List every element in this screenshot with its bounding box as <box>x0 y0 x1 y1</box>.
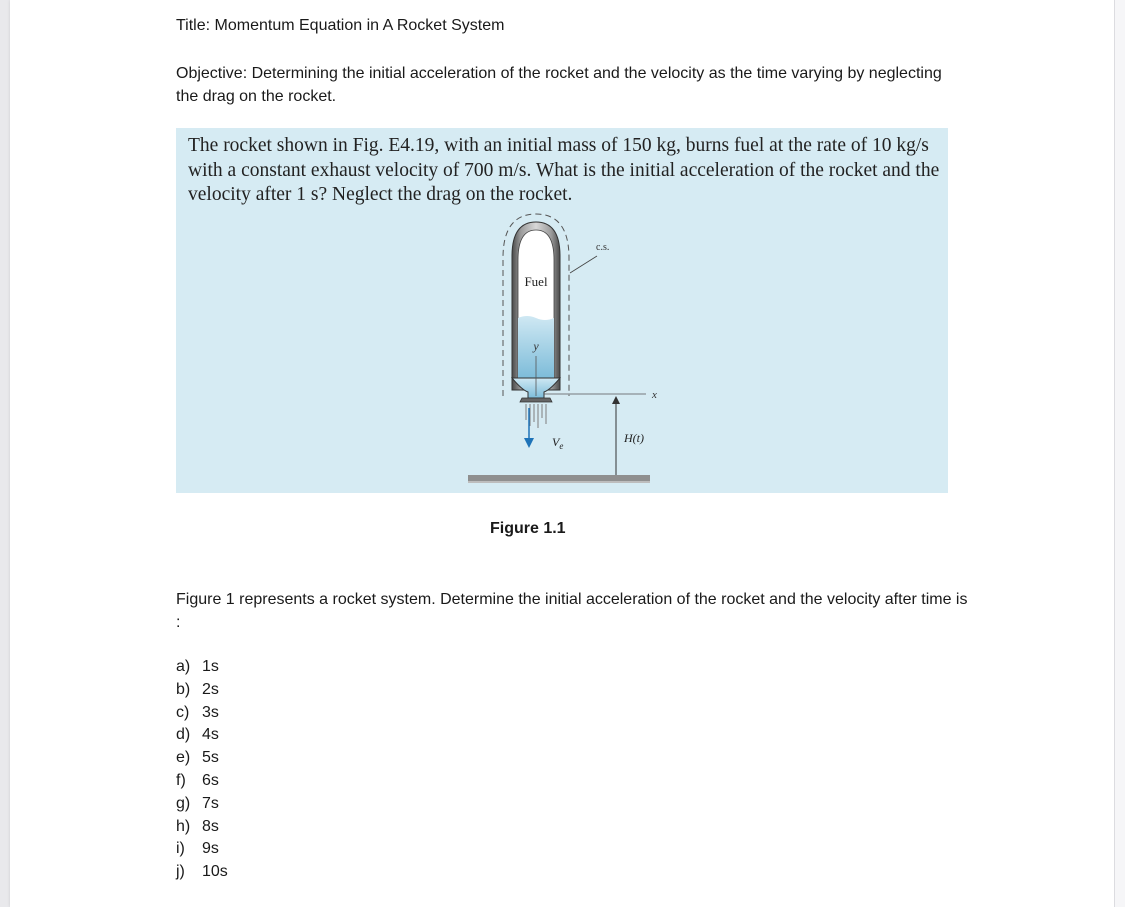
y-axis-label: y <box>533 339 539 353</box>
option-letter: i) <box>176 840 185 858</box>
option-letter: b) <box>176 680 191 698</box>
option-value: 1s <box>202 658 219 675</box>
option-value: 3s <box>202 703 219 721</box>
fuel-label: Fuel <box>524 274 548 289</box>
option-value: 2s <box>202 680 219 698</box>
option-item <box>176 656 228 679</box>
exhaust-arrow-head <box>524 438 534 448</box>
document-page <box>10 0 1114 907</box>
option-letter: d) <box>176 726 191 744</box>
option-item <box>176 816 228 839</box>
option-letter: g) <box>176 794 191 812</box>
problem-box <box>176 128 948 493</box>
option-value: 6s <box>202 771 219 789</box>
x-axis-label: x <box>652 389 657 401</box>
option-value: 7s <box>202 794 219 812</box>
option-item <box>176 838 228 861</box>
ground-shadow <box>468 481 650 483</box>
objective-text: Objective: Determining the initial acceleration of the rocket and the velocity as the time varying by neglecting the drag on the rocket. <box>176 65 942 105</box>
option-letter: f) <box>176 771 186 789</box>
option-item <box>176 793 228 816</box>
figure-caption: Figure 1.1 <box>490 520 566 537</box>
option-value: 9s <box>202 840 219 858</box>
option-letter: c) <box>176 703 190 721</box>
option-item <box>176 724 228 747</box>
question-text: Figure 1 represents a rocket system. Determine the initial acceleration of the rocket and the velocity after time is : <box>176 591 968 631</box>
document-title: Title: Momentum Equation in A Rocket System <box>176 17 505 34</box>
rocket-figure <box>176 128 948 493</box>
option-letter: h) <box>176 817 191 835</box>
option-value: 8s <box>202 817 219 835</box>
option-letter: j) <box>176 863 185 881</box>
option-item <box>176 861 228 884</box>
option-value: 4s <box>202 726 219 744</box>
exhaust-velocity-label: $V_e$ <box>552 435 564 451</box>
height-arrow-head <box>612 396 620 404</box>
option-item <box>176 770 228 793</box>
option-value: 10s <box>202 863 228 881</box>
cs-leader-line <box>570 256 597 273</box>
ground-line <box>468 475 650 481</box>
option-letter: e) <box>176 749 191 767</box>
page-edge <box>1114 0 1125 907</box>
options-list <box>176 656 228 884</box>
option-letter: a) <box>176 658 191 675</box>
control-surface-label: c.s. <box>596 242 610 253</box>
option-item <box>176 702 228 725</box>
problem-statement: The rocket shown in Fig. E4.19, with an initial mass of 150 kg, burns fuel at the rate of 10 kg/s with a constant exhaust velocity of 700 m/s. What is the initial acceleration of the rocket and the velocity after 1 s? Neglect the drag on the rocket. <box>188 135 940 205</box>
option-item <box>176 679 228 702</box>
height-label: H(t) <box>624 431 644 445</box>
option-value: 5s <box>202 749 219 767</box>
option-item <box>176 747 228 770</box>
